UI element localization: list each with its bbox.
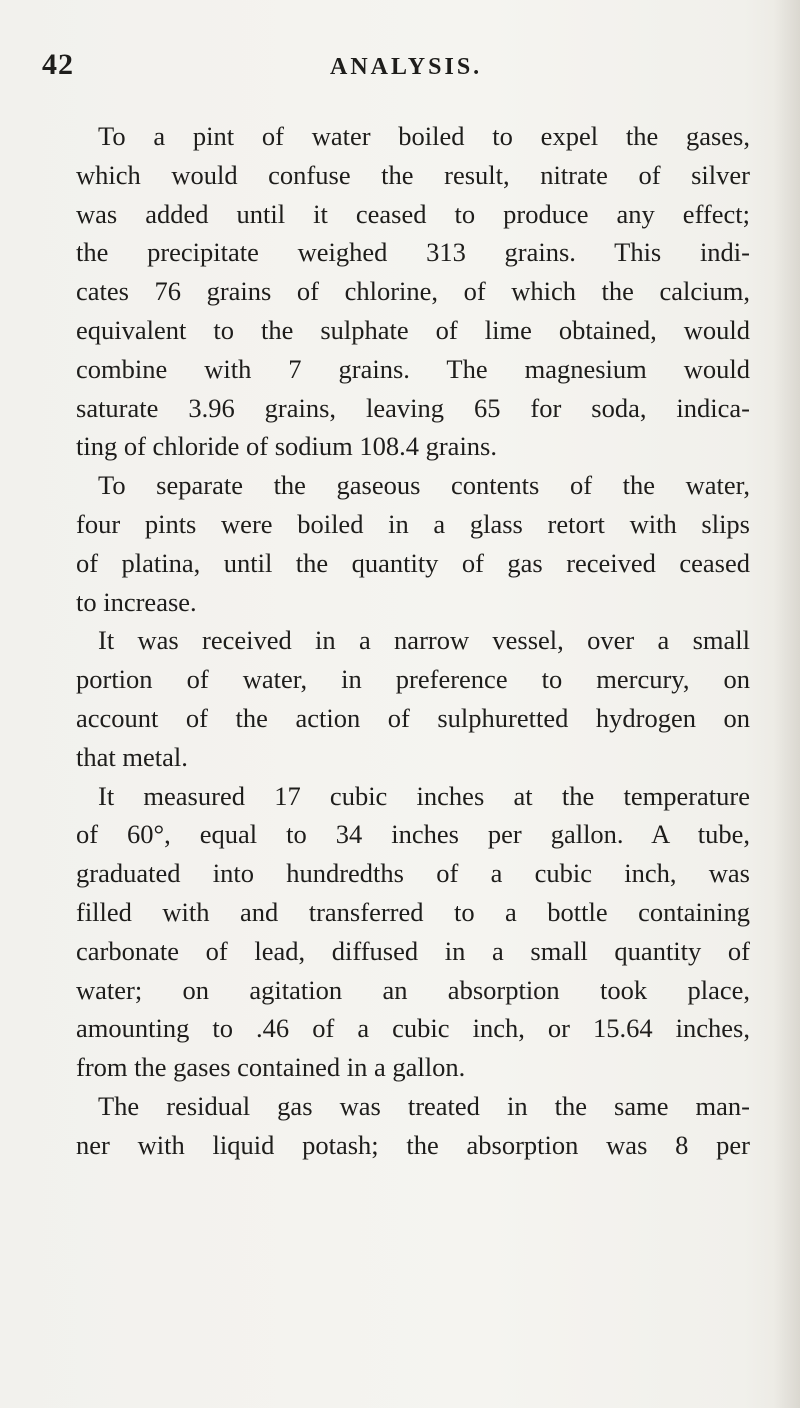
body-text <box>76 117 750 1165</box>
text-line: portion of water, in preference to mercury, on <box>76 664 750 695</box>
text-line: account of the action of sulphuretted hydrogen on <box>76 702 750 733</box>
text-line: that metal. <box>76 741 188 772</box>
text-line: to increase. <box>76 586 197 617</box>
text-line: was added until it ceased to produce any effect; <box>76 198 750 229</box>
page-edge-shadow <box>774 0 800 1408</box>
text-line: which would confuse the result, nitrate of silver <box>76 159 750 190</box>
text-line: carbonate of lead, diffused in a small quantity of <box>76 935 750 966</box>
text-line: the precipitate weighed 313 grains. This indi- <box>76 237 750 268</box>
text-line: filled with and transferred to a bottle containing <box>76 896 750 927</box>
page-header <box>42 48 758 88</box>
text-line: cates 76 grains of chlorine, of which the calcium, <box>76 276 750 307</box>
text-line: graduated into hundredths of a cubic inch, was <box>76 858 750 889</box>
text-line: ner with liquid potash; the absorption was 8 per <box>76 1129 750 1160</box>
text-line: four pints were boiled in a glass retort with slips <box>76 508 750 539</box>
text-line: ting of chloride of sodium 108.4 grains. <box>76 431 497 462</box>
text-line: of platina, until the quantity of gas received ceased <box>76 547 750 578</box>
page-number: 42 <box>42 48 74 81</box>
text-line: It was received in a narrow vessel, over a small <box>98 625 750 656</box>
text-line: combine with 7 grains. The magnesium would <box>76 353 750 384</box>
text-line: water; on agitation an absorption took place, <box>76 974 750 1005</box>
text-line: saturate 3.96 grains, leaving 65 for soda, indica- <box>76 392 750 423</box>
text-line: from the gases contained in a gallon. <box>76 1052 466 1083</box>
text-line: amounting to .46 of a cubic inch, or 15.64 inches, <box>76 1013 750 1044</box>
text-line: To separate the gaseous contents of the water, <box>98 470 750 501</box>
text-line: To a pint of water boiled to expel the gases, <box>98 121 750 151</box>
running-head: ANALYSIS. <box>330 54 483 80</box>
text-line: of 60°, equal to 34 inches per gallon. A tube, <box>76 819 750 850</box>
text-line: The residual gas was treated in the same man- <box>98 1090 750 1121</box>
text-line: It measured 17 cubic inches at the temperature <box>98 780 750 811</box>
text-line: equivalent to the sulphate of lime obtained, would <box>76 314 750 345</box>
